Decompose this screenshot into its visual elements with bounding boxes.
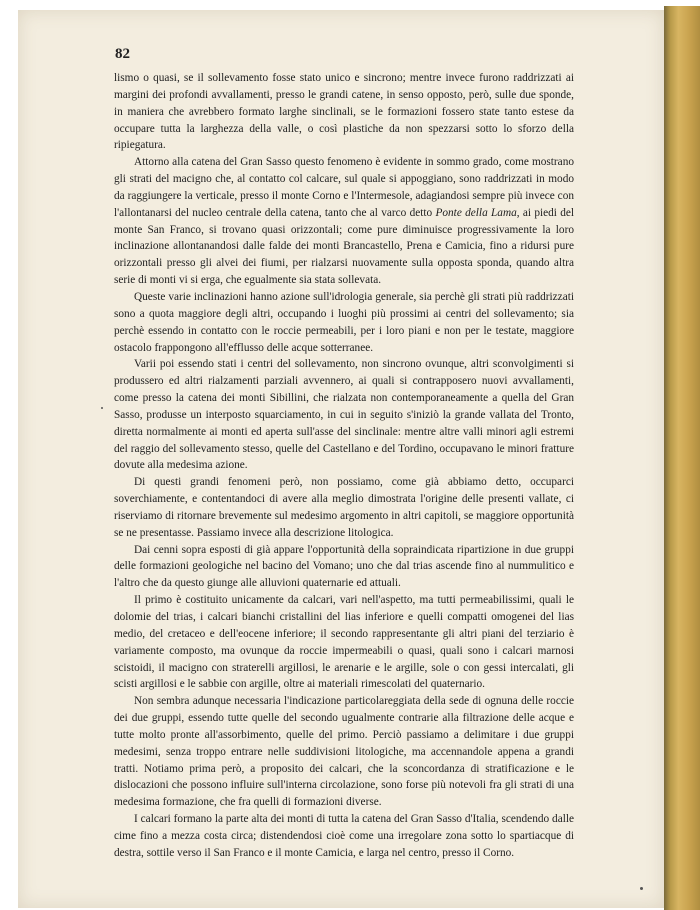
paragraph-8: Non sembra adunque necessaria l'indicazione particolareggiata della sede di ognuna delle roccie dei due gruppi, essendo tutte quelle del secondo ugualmente contrarie alla filtrazione delle acque e tutte molto pronte all'assorbimento, quelle del primo. Perciò passiamo a delimitare i due gruppi medesimi, senza troppo entrare nelle suddivisioni litologiche, ma accennandole appena a grandi tratti. Notiamo prima però, a proposito dei calcari, che la sconcordanza di stratificazione e le dislocazioni che possono influire sull'interna circolazione, sono forse più notevoli fra gli strati di una medesima formazione, che fra quelli di formazioni diverse.: [114, 695, 574, 809]
body-text: [114, 70, 574, 862]
margin-speck: [101, 407, 103, 409]
paragraph-2: Attorno alla catena del Gran Sasso questo fenomeno è evidente in sommo grado, come mostrano gli strati del macigno che, al contatto col calcare, sul quale si appoggiano, sono raddrizzati in modo da raggiungere la verticale, presso il monte Corno e l'Intermesole, adagiandosi sempre più invece con l'allontanarsi del nucleo centrale della catena, tanto che al varco detto Ponte della Lama, ai piedi del monte San Franco, si trovano quasi orizzontali; come pure diminuisce progressivamente la loro inclinazione allontanandosi dalle falde dei monti Brancastello, Prena e Camicia, fino a ridursi pure orizzontali presso gli alvei dei fiumi, per rialzarsi nuovamente sulla opposta sponda, quando altra serie di monti vi si erga, che egualmente sia stata sollevata.: [114, 156, 574, 287]
margin-speck: [640, 887, 643, 890]
paragraph-3: Queste varie inclinazioni hanno azione sull'idrologia generale, sia perchè gli strati più raddrizzati sono a quota maggiore degli altri, occupando i luoghi più prossimi ai centri del sollevamento; sia perchè essendo in contatto con le roccie permeabili, per i loro piani e non per le testate, maggiore ostacolo frappongono all'efflusso delle acque sotterranee.: [114, 290, 574, 354]
paragraph-1: lismo o quasi, se il sollevamento fosse stato unico e sincrono; mentre invece furono raddrizzati ai margini dei profondi avvallamenti, presso le grandi catene, in senso opposto, però, sulle due sponde, in maniera che avrebbero formato larghe sinclinali, se le formazioni fossero state tanto estese da occupare tutta la larghezza della valle, o così plastiche da non spezzarsi sotto lo sforzo della ripiegatura.: [114, 72, 574, 152]
page-number: 82: [115, 46, 130, 62]
paragraph-9: I calcari formano la parte alta dei monti di tutta la catena del Gran Sasso d'Italia, scendendo dalle cime fino a mezza costa circa; distendendosi cioè come una irregolare zona sotto lo spartiacque di destra, sottile verso il San Franco e il monte Camicia, e larga nel centro, presso il Corno.: [114, 813, 574, 859]
paragraph-5: Di questi grandi fenomeni però, non possiamo, come già abbiamo detto, occuparci soverchiamente, e contentandoci di avere alla meglio dimostrata l'origine delle presenti vallate, ci riserviamo di ritornare brevemente sul medesimo argomento in altri capitoli, se maggiore opportunità se ne presentasse. Passiamo invece alla descrizione litologica.: [114, 476, 574, 539]
paragraph-4: Varii poi essendo stati i centri del sollevamento, non sincrono ovunque, altri sconvolgimenti si produssero ed altri rialzamenti parziali avvennero, ai quali si contrapposero nuovi avvallamenti, come presso la catena dei monti Sibillini, che rialzata non contemporaneamente a quella del Gran Sasso, produsse un interposto squarciamento, in cui in seguito s'iniziò la grande vallata del Tronto, diretta normalmente ai monti ed aperta sull'asse del sinclinale: mentre altre valli minori agli estremi del raggio del sollevamento stesso, quelle del Castellano e del Tordino, occupavano le minori fratture dovute alla medesima azione.: [114, 358, 574, 472]
paragraph-6: Dai cenni sopra esposti di già appare l'opportunità della sopraindicata ripartizione in due gruppi delle formazioni geologiche nel bacino del Vomano; uno che dal trias ascende fino al nummulitico e l'altro che da questo giunge alle alluvioni quaternarie ed attuali.: [114, 543, 574, 590]
paragraph-7: Il primo è costituito unicamente da calcari, vari nell'aspetto, ma tutti permeabilissimi, quali le dolomie del trias, i calcari bianchi cristallini del lias inferiore e quelli compatti omogenei del lias medio, del cretaceo e dell'eocene inferiore; il secondo rappresentante gli altri piani del terziario è variamente composto, ma ovunque da roccie impermeabili o quasi, quali sono i calcari marnosi scistoidi, il macigno con straterelli argillosi, le arenarie e le argille, sole o con gessi intercalati, gli scisti argillosi e le sabbie con argille, oltre ai materiali rimescolati del quaternario.: [114, 594, 574, 691]
book-binding-edge: [664, 6, 700, 910]
place-name-italic: Ponte della Lama: [435, 206, 517, 219]
